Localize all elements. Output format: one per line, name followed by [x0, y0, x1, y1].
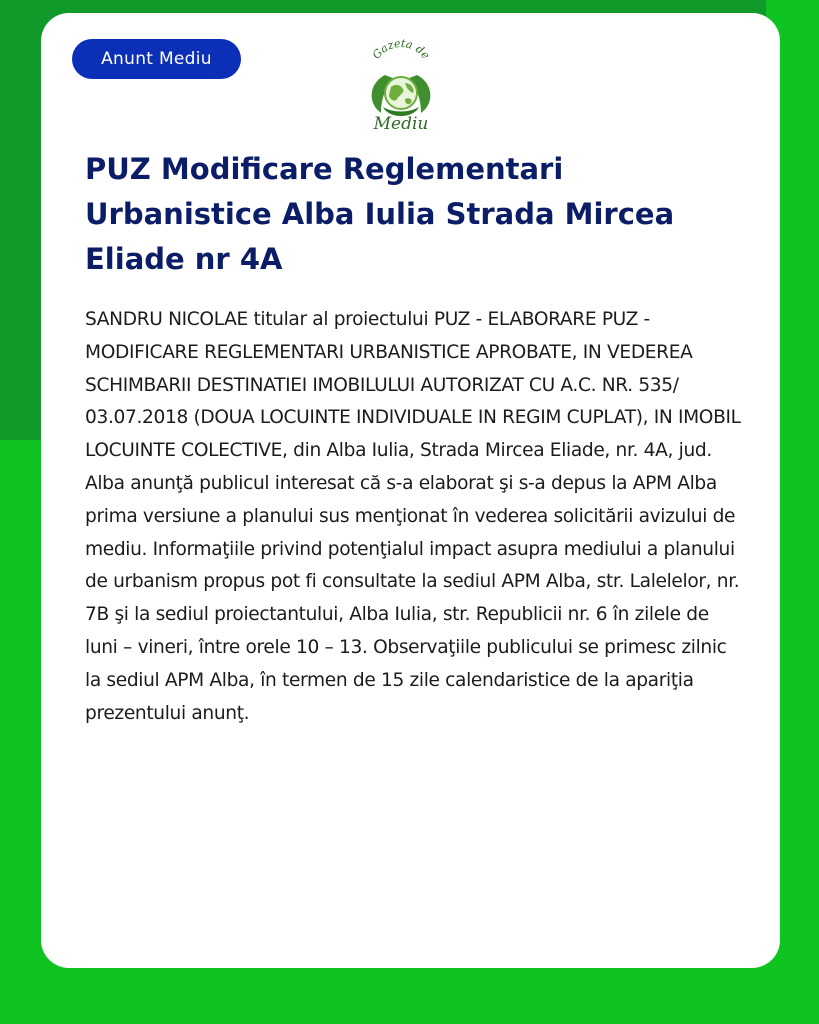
category-badge[interactable]: Anunt Mediu: [72, 39, 241, 79]
article-body: SANDRU NICOLAE titular al proiectului PUZ - ELABORARE PUZ - MODIFICARE REGLEMENTARI URBANISTICE APROBATE, IN VEDEREA SCHIMBARII DESTINATIEI IMOBILULUI AUTORIZAT CU A.C. NR. 535/ 03.07.2018 (DOUA LOCUINTE INDIVIDUALE IN REGIM CUPLAT), IN IMOBIL LOCUINTE COLECTIVE, din Alba Iulia, Strada Mircea Eliade, nr. 4A, jud. Alba anunţă publicul interesat că s-a elaborat şi s-a depus la APM Alba prima versiune a planului sus menţionat în vederea solicitării avizului de mediu. Informaţiile privind potenţialul impact asupra mediului a planului de urbanism propus pot fi consultate la sediul APM Alba, str. Lalelelor, nr. 7B şi la sediul proiectantului, Alba Iulia, str. Republicii nr. 6 în zilele de luni – vineri, între orele 10 – 13. Observaţiile publicului se primesc zilnic la sediul APM Alba, în termen de 15 zile calendaristice de la apariţia prezentului anunţ.: [85, 309, 741, 724]
article-title: PUZ Modificare Reglementari Urbanistice Alba Iulia Strada Mircea Eliade nr 4A: [85, 152, 675, 276]
logo-text-top: Gazeta de: [369, 39, 433, 62]
gazeta-de-mediu-logo: [359, 39, 443, 133]
logo-text-bottom: Mediu: [373, 114, 429, 133]
announcement-card: [41, 13, 780, 968]
